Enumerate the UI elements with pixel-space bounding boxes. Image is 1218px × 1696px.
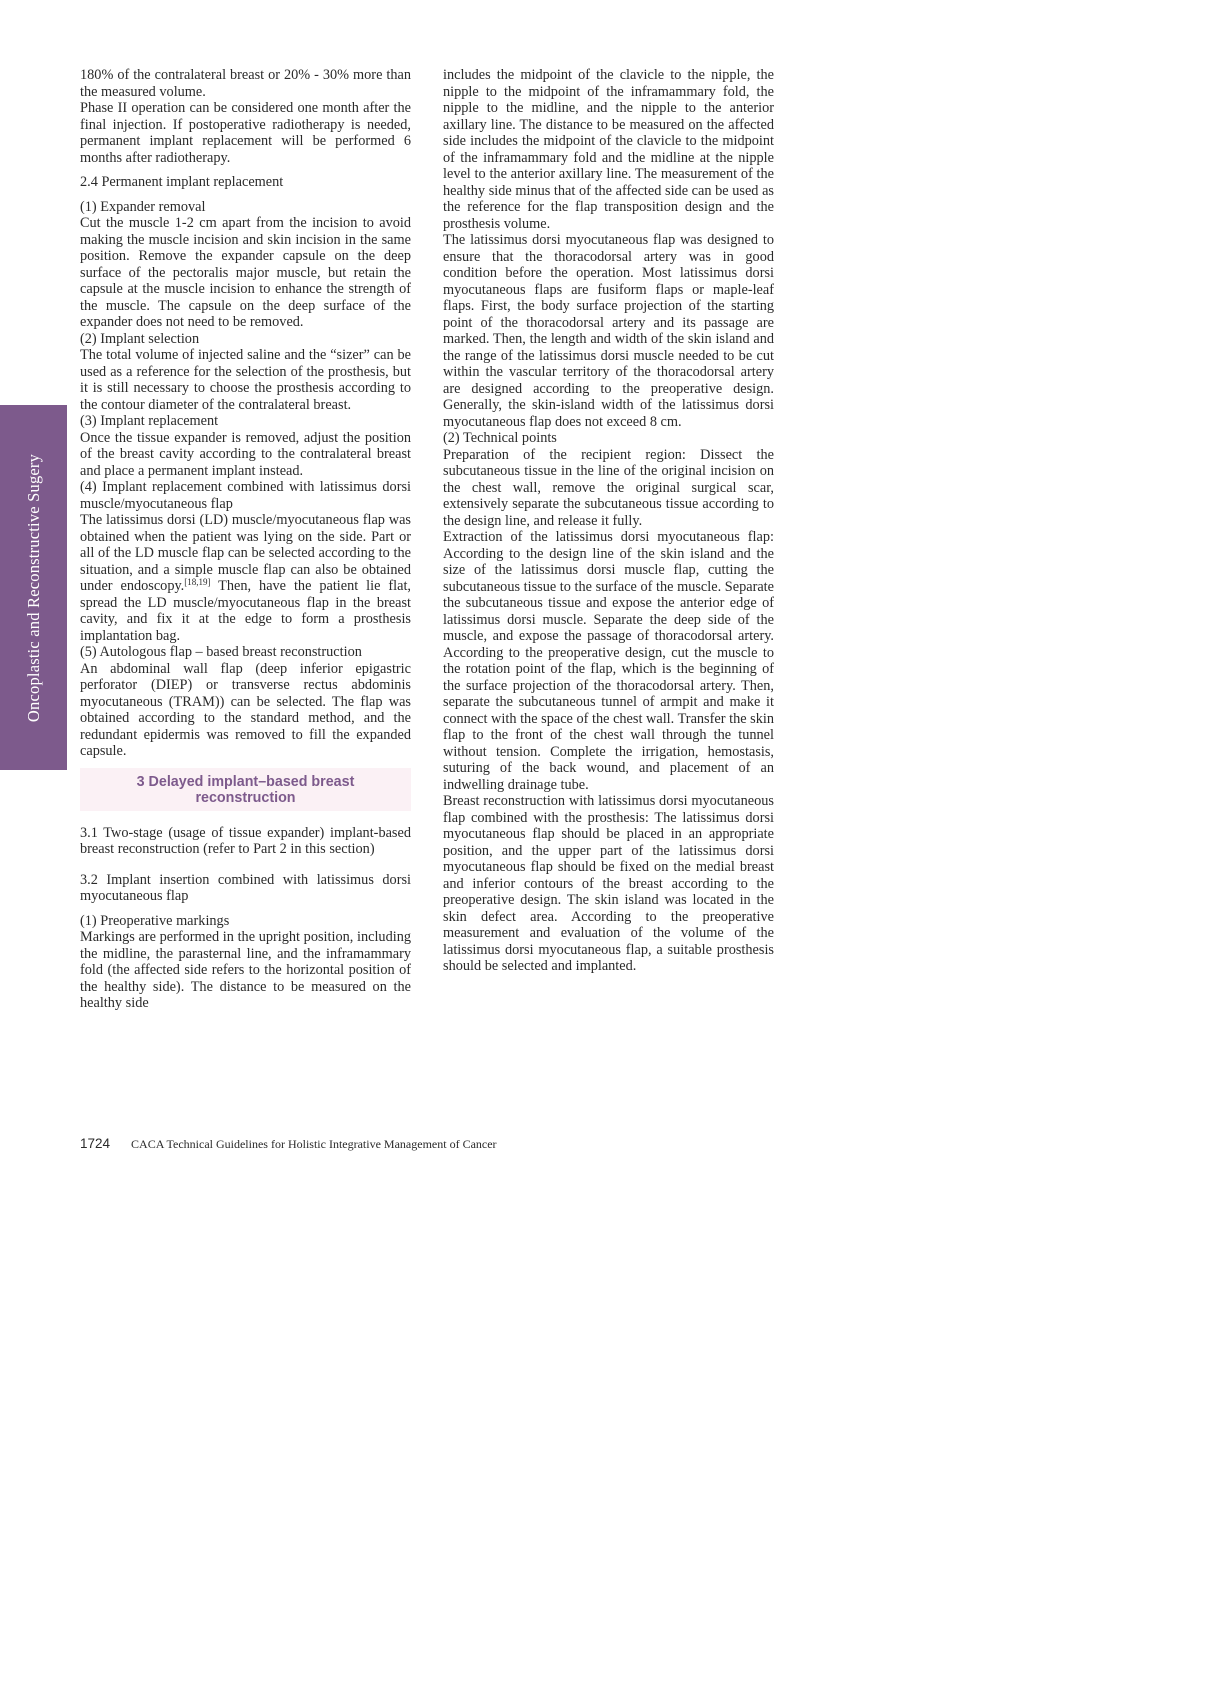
journal-title: CACA Technical Guidelines for Holistic Integrative Management of Cancer (131, 1137, 497, 1151)
section-heading: 3 Delayed implant–based breast reconstruction (80, 768, 411, 811)
paragraph: Breast reconstruction with latissimus dorsi myocutaneous flap combined with the prosthesis: The latissimus dorsi myocutaneous flap should be placed in an appropriate position, and the upper part of the latissimus dorsi myocutaneous flap should be fixed on the medial breast and inferior contours of the breast according to the preoperative design. The skin island was located in the skin defect area. According to the preoperative measurement and evaluation of the volume of the latissimus dorsi myocutaneous flap, a suitable prosthesis should be selected and implanted. (443, 793, 774, 974)
item-heading: (5) Autologous flap – based breast reconstruction (80, 644, 362, 660)
item-heading: (2) Technical points (443, 430, 557, 446)
subsection-heading: 2.4 Permanent implant replacement (80, 174, 284, 190)
item-heading: (1) Expander removal (80, 198, 206, 215)
paragraph: An abdominal wall flap (deep inferior epigastric perforator (DIEP) or transverse rectus abdominis myocutaneous (TRAM)) can be selected. The flap was obtained according to the standard method, and the redundant epidermis was removed to fill the expanded capsule. (80, 660, 411, 759)
subsection-heading: 3.2 Implant insertion combined with latissimus dorsi myocutaneous flap (80, 871, 411, 904)
page-number: 1724 (80, 1136, 111, 1151)
paragraph: Extraction of the latissimus dorsi myocutaneous flap: According to the design line of the skin island and the size of the latissimus dorsi muscle flap, cutting the subcutaneous tissue to the surface of the muscle. Separate the subcutaneous tissue and expose the anterior edge of latissimus dorsi muscle. Separate the deep side of the muscle, and expose the passage of thoracodorsal artery. According to the preoperative design, cut the muscle to the rotation point of the flap, which is the beginning of the surface projection of the thoracodorsal artery. Then, separate the subcutaneous tunnel of armpit and make it connect with the space of the chest wall. Transfer the skin flap to the front of the chest wall through the tunnel without tension. Complete the irrigation, hemostasis, suturing of the back wound, and placement of an indwelling drainage tube. (443, 529, 774, 793)
paragraph-text: The latissimus dorsi (LD) muscle/myocutaneous flap was obtained when the patient was lying on the side. Part or all of the LD muscle flap can be selected according to the situation, and a simple muscle flap can also be obtained under endoscopy. (80, 512, 411, 594)
paragraph-text: Then, have the patient lie flat, spread the LD muscle/myocutaneous flap in the breast cavity, and fix it at the edge to form a prosthesis implantation bag. (80, 578, 411, 644)
left-column (80, 67, 411, 1012)
paragraph: The latissimus dorsi myocutaneous flap was designed to ensure that the thoracodorsal artery was in good condition before the operation. Most latissimus dorsi myocutaneous flaps are fusiform flaps or maple-leaf flaps. First, the body surface projection of the starting point of the thoracodorsal artery and its passage are marked. Then, the length and width of the skin island and the range of the latissimus dorsi muscle needed to be cut within the vascular territory of the thoracodorsal artery are designed according to the preoperative design. Generally, the skin-island width of the latissimus dorsi myocutaneous flap does not exceed 8 cm. (443, 232, 774, 430)
item-heading: (2) Implant selection (80, 330, 200, 347)
page-footer (80, 1136, 497, 1152)
paragraph: Cut the muscle 1-2 cm apart from the incision to avoid making the muscle incision and skin incision in the same position. Remove the expander capsule on the deep surface of the pectoralis major muscle, but retain the capsule at the muscle incision to enhance the strength of the muscle. The capsule on the deep surface of the expander does not need to be removed. (80, 215, 411, 330)
right-column (443, 67, 774, 975)
paragraph: Preparation of the recipient region: Dissect the subcutaneous tissue in the line of the original incision on the chest wall, remove the original surgical scar, extensively separate the subcutaneous tissue according to the design line, and release it fully. (443, 446, 774, 529)
subsection-heading: 3.1 Two-stage (usage of tissue expander) implant-based breast reconstruction (refer to Part 2 in this section) (80, 824, 411, 857)
item-heading: (1) Preoperative markings (80, 912, 230, 929)
paragraph: Phase II operation can be considered one month after the final injection. If postoperative radiotherapy is needed, permanent implant replacement will be performed 6 months after radiotherapy. (80, 100, 411, 166)
paragraph: includes the midpoint of the clavicle to the nipple, the nipple to the midpoint of the inframammary fold, the nipple to the midline, and the nipple to the anterior axillary line. The distance to be measured on the affected side includes the midpoint of the clavicle to the midpoint of the inframammary fold and the midline at the nipple level to the anterior axillary line. The measurement of the healthy side minus that of the affected side can be used as the reference for the flap transposition design and the prosthesis volume. (443, 67, 774, 232)
citation-ref: [18,19] (184, 577, 211, 587)
side-tab-label: Oncoplastic and Reconstructive Sugery (23, 453, 43, 722)
paragraph (80, 512, 411, 644)
paragraph: Markings are performed in the upright position, including the midline, the parasternal line, and the inframammary fold (the affected side refers to the horizontal position of the healthy side). The distance to be measured on the healthy side (80, 929, 411, 1011)
item-heading: (3) Implant replacement (80, 413, 219, 429)
paragraph: The total volume of injected saline and the “sizer” can be used as a reference for the selection of the prosthesis, but it is still necessary to choose the prosthesis according to the contour diameter of the contralateral breast. (80, 347, 411, 413)
paragraph: Once the tissue expander is removed, adjust the position of the breast cavity according to the contralateral breast and place a permanent implant instead. (80, 429, 411, 479)
paragraph: 180% of the contralateral breast or 20% - 30% more than the measured volume. (80, 67, 411, 100)
item-heading: (4) Implant replacement combined with latissimus dorsi muscle/myocutaneous flap (80, 479, 411, 512)
section-side-tab (0, 405, 67, 770)
